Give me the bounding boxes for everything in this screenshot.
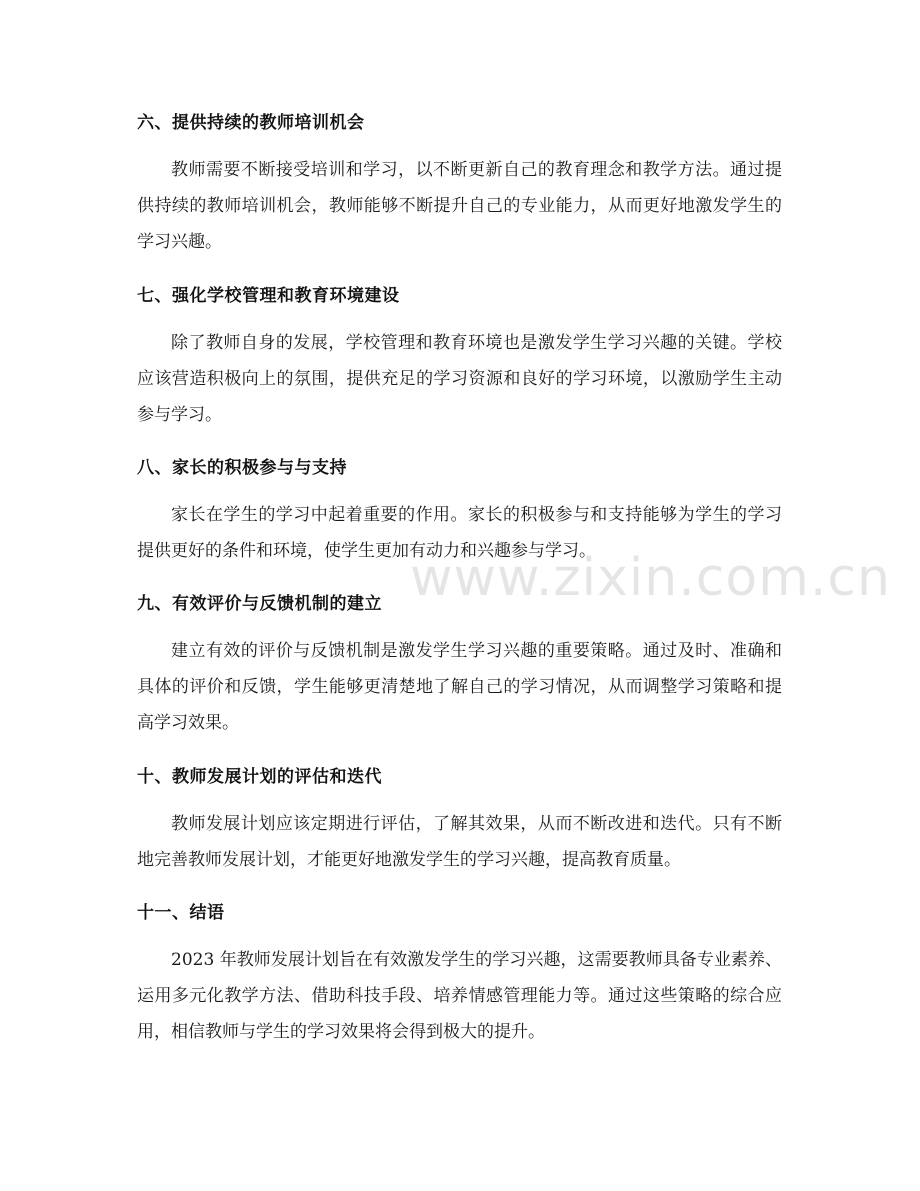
section-heading: 七、强化学校管理和教育环境建设 xyxy=(137,286,400,306)
section-heading: 十、教师发展计划的评估和迭代 xyxy=(137,767,382,787)
section-heading: 九、有效评价与反馈机制的建立 xyxy=(137,594,382,614)
section-paragraph: 除了教师自身的发展，学校管理和教育环境也是激发学生学习兴趣的关键。学校应该营造积极向上的氛围，提供充足的学习资源和良好的学习环境，以激励学生主动参与学习。 xyxy=(137,333,782,425)
watermark: www.zixin.com.cn xyxy=(410,548,891,608)
section-heading: 六、提供持续的教师培训机会 xyxy=(137,113,365,133)
section-heading: 八、家长的积极参与与支持 xyxy=(137,458,347,478)
section-paragraph: 教师发展计划应该定期进行评估，了解其效果，从而不断改进和迭代。只有不断地完善教师发展计划，才能更好地激发学生的学习兴趣，提高教育质量。 xyxy=(137,814,782,870)
section-paragraph: 教师需要不断接受培训和学习，以不断更新自己的教育理念和教学方法。通过提供持续的教师培训机会，教师能够不断提升自己的专业能力，从而更好地激发学生的学习兴趣。 xyxy=(137,160,782,252)
section-heading: 十一、结语 xyxy=(137,903,225,923)
section-paragraph: 2023 年教师发展计划旨在有效激发学生的学习兴趣，这需要教师具备专业素养、运用多元化教学方法、借助科技手段、培养情感管理能力等。通过这些策略的综合应用，相信教师与学生的学习效果将会得到极大的提升。 xyxy=(137,950,782,1042)
section-paragraph: 家长在学生的学习中起着重要的作用。家长的积极参与和支持能够为学生的学习提供更好的条件和环境，使学生更加有动力和兴趣参与学习。 xyxy=(137,505,782,561)
section-paragraph: 建立有效的评价与反馈机制是激发学生学习兴趣的重要策略。通过及时、准确和具体的评价和反馈，学生能够更清楚地了解自己的学习情况，从而调整学习策略和提高学习效果。 xyxy=(137,641,782,733)
